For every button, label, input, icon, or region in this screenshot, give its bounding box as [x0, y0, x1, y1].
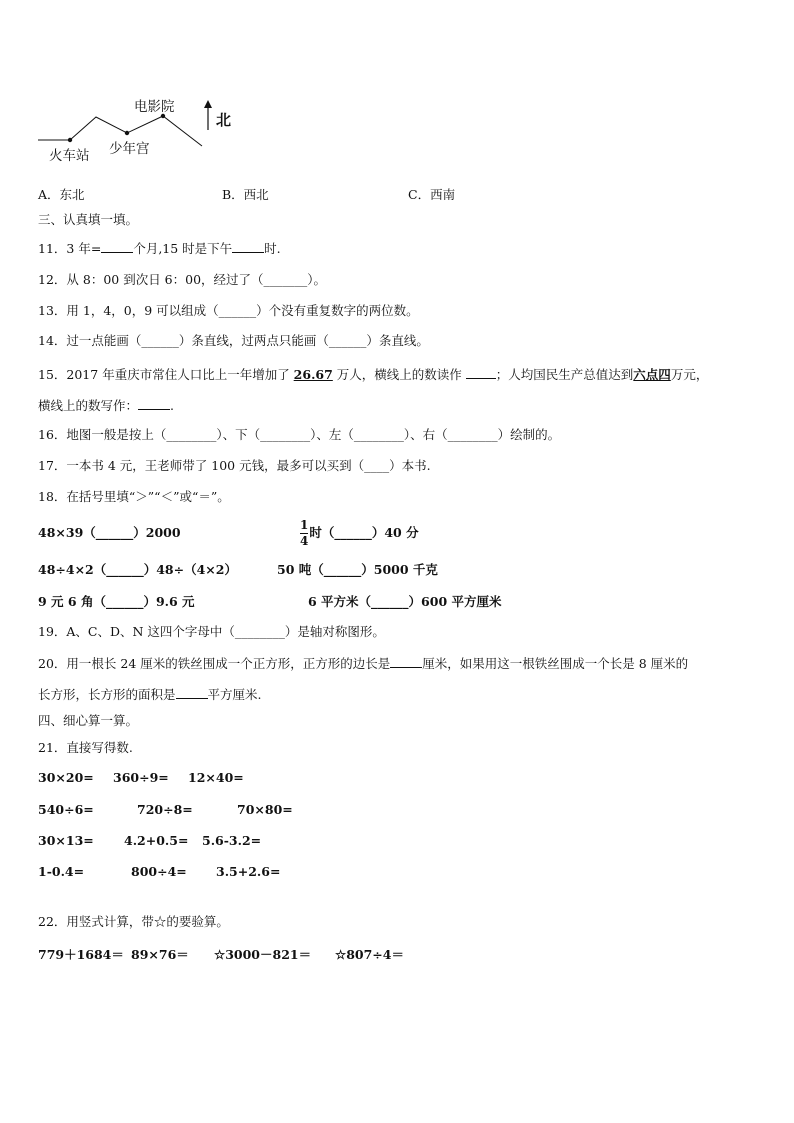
- question-18-title: 18．在括号里填“＞”“＜”或“＝”。: [38, 489, 230, 504]
- option-b: B．西北: [222, 187, 269, 202]
- question-14: 14．过一点能画（______）条直线，过两点只能画（______）条直线。: [38, 333, 429, 348]
- calc-item: 540÷6=: [38, 802, 94, 817]
- vertical-calc-item: 779＋1684＝: [38, 947, 124, 962]
- calc-item: 5.6-3.2=: [202, 833, 262, 848]
- station-dot: [68, 138, 72, 142]
- north-arrow-head: [204, 100, 212, 108]
- direction-map: [30, 90, 250, 165]
- q15-text-3: ；人均国民生产总值达到: [495, 367, 634, 382]
- question-22-title: 22．用竖式计算，带☆的要验算。: [38, 914, 229, 929]
- question-17: 17．一本书 4 元，王老师带了 100 元钱，最多可以买到（____）本书.: [38, 458, 431, 473]
- q15-text-4: 万元，: [670, 367, 709, 382]
- calc-item: 30×20=: [38, 770, 94, 785]
- section-3-heading: 三、认真填一填。: [38, 212, 139, 227]
- question-11: [38, 240, 281, 257]
- q11-blank-1[interactable]: [101, 240, 133, 253]
- vertical-calc-item: ☆807÷4＝: [335, 947, 404, 962]
- q11-blank-2[interactable]: [232, 240, 264, 253]
- question-21-title: 21．直接写得数.: [38, 740, 133, 755]
- q20-text-2: 厘米，如果用这一根铁丝围成一个长是 8 厘米的: [422, 656, 689, 671]
- q15-underlined-number: 26.67: [293, 367, 333, 382]
- q20-text-4: 平方厘米.: [207, 687, 262, 702]
- q18-row1-right: [300, 515, 419, 551]
- q18-row1-right-text: 时（______）40 分: [309, 525, 419, 540]
- q18-row3-left: 9 元 6 角（______）9.6 元: [38, 594, 195, 609]
- q11-num: 11．: [38, 241, 67, 256]
- calc-item: 720÷8=: [137, 802, 193, 817]
- question-20-line-2: [38, 686, 262, 703]
- quarter-fraction: [300, 519, 308, 548]
- calc-item: 3.5+2.6=: [216, 864, 281, 879]
- fraction-denominator: 4: [300, 534, 309, 548]
- question-20: [38, 655, 688, 672]
- question-16: 16．地图一般是按上（________）、下（________）、左（________）、右（________）绘制的。: [38, 427, 561, 442]
- cinema-label: 电影院: [134, 99, 175, 115]
- q20-text-3: 长方形，长方形的面积是: [38, 687, 176, 702]
- palace-dot: [125, 131, 129, 135]
- question-15: [38, 366, 708, 383]
- q15-text-6: .: [170, 398, 174, 413]
- q15-text-1: 15．2017 年重庆市常住人口比上一年增加了: [38, 367, 294, 382]
- q18-row2-left: 48÷4×2（______）48÷（4×2）: [38, 562, 237, 577]
- calc-item: 1-0.4=: [38, 864, 85, 879]
- q18-row3-right: 6 平方米（______）600 平方厘米: [308, 594, 502, 609]
- calc-item: 30×13=: [38, 833, 94, 848]
- section-4-heading: 四、细心算一算。: [38, 713, 139, 728]
- palace-label: 少年宫: [109, 141, 150, 157]
- option-a: A．东北: [38, 187, 85, 202]
- q18-row1-left: 48×39（______）2000: [38, 525, 181, 540]
- q20-blank-2[interactable]: [176, 686, 208, 699]
- vertical-calc-item: ☆3000－821＝: [214, 947, 312, 962]
- fraction-numerator: 1: [300, 518, 309, 532]
- q20-text-1: 20．用一根长 24 厘米的铁丝围成一个正方形，正方形的边长是: [38, 656, 391, 671]
- north-label: 北: [216, 111, 232, 129]
- q11-text-3: 时.: [264, 241, 281, 256]
- station-label: 火车站: [49, 148, 90, 164]
- q15-blank-1[interactable]: [466, 366, 496, 379]
- q18-row2-right: 50 吨（______）5000 千克: [277, 562, 438, 577]
- question-15-line-2: [38, 397, 174, 414]
- q11-text-2: 个月,15 时是下午: [133, 241, 233, 256]
- q15-underlined-words: 六点四: [633, 367, 671, 382]
- calc-item: 12×40=: [188, 770, 244, 785]
- calc-item: 4.2+0.5=: [124, 833, 189, 848]
- question-13: 13．用 1，4，0，9 可以组成（______）个没有重复数字的两位数。: [38, 303, 419, 318]
- question-12: 12．从 8：00 到次日 6：00，经过了（_______）。: [38, 272, 327, 287]
- option-c: C．西南: [408, 187, 456, 202]
- calc-item: 70×80=: [237, 802, 293, 817]
- q11-text-1: 3 年=: [66, 241, 102, 256]
- calc-item: 360÷9=: [113, 770, 169, 785]
- question-19: 19．A、C、D、N 这四个字母中（________）是轴对称图形。: [38, 624, 385, 639]
- q15-text-2: 万人，横线上的数读作: [332, 367, 466, 382]
- q20-blank-1[interactable]: [390, 655, 422, 668]
- q15-text-5: 横线上的数写作：: [38, 398, 139, 413]
- q15-blank-2[interactable]: [138, 397, 170, 410]
- calc-item: 800÷4=: [131, 864, 187, 879]
- vertical-calc-item: 89×76＝: [131, 947, 189, 962]
